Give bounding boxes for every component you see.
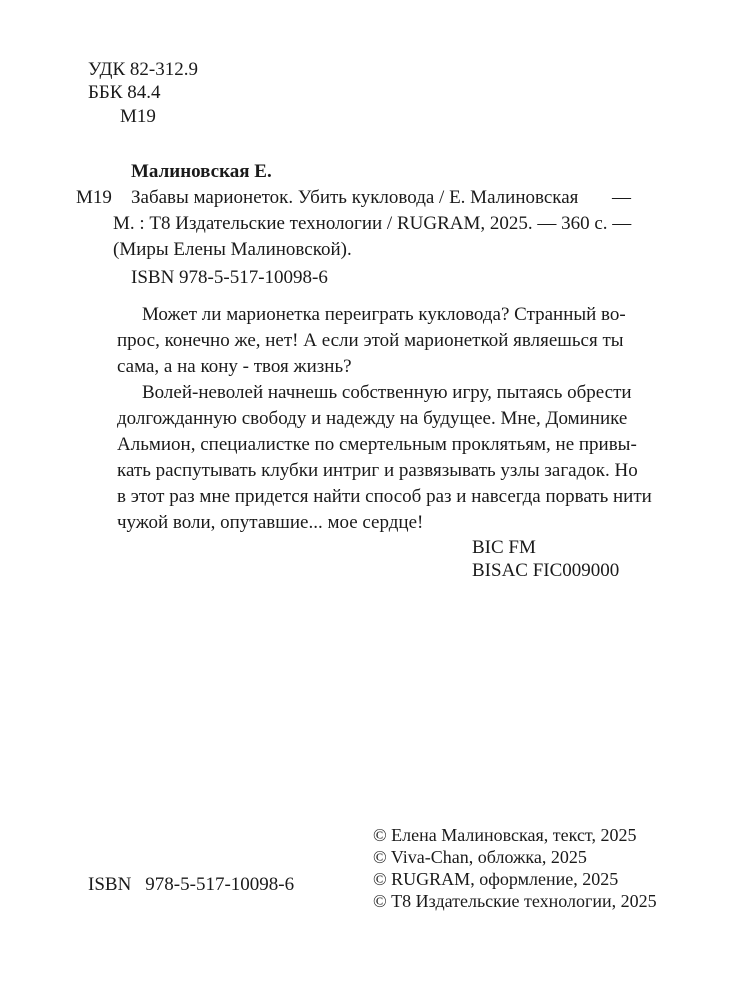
annotation-line: прос, конечно же, нет! А если этой марионеткой являешься ты — [117, 330, 624, 351]
copyright-line: © RUGRAM, оформление, 2025 — [373, 869, 619, 889]
cutter-number-side: М19 — [76, 187, 112, 208]
series-line: (Миры Елены Малиновской). — [113, 239, 352, 260]
title-dash: — — [612, 187, 631, 208]
isbn-record: ISBN 978-5-517-10098-6 — [131, 267, 328, 288]
author-name: Малиновская Е. — [131, 161, 272, 182]
udk-code: УДК 82-312.9 — [88, 59, 198, 80]
imprint-line: М. : Т8 Издательские технологии / RUGRAM, 2025. — 360 с. — — [113, 213, 632, 234]
annotation-line: долгожданную свободу и надежду на будущее. Мне, Доминике — [117, 408, 628, 429]
annotation-line: кать распутывать клубки интриг и развязывать узлы загадок. Но — [117, 460, 638, 481]
footer-isbn-number: 978-5-517-10098-6 — [145, 874, 295, 895]
copyright-block — [373, 824, 657, 912]
copyright-line: © Viva-Chan, обложка, 2025 — [373, 847, 587, 867]
copyright-line: © Елена Малиновская, текст, 2025 — [373, 825, 637, 845]
cutter-number-top: М19 — [120, 106, 156, 127]
annotation-line: в этот раз мне придется найти способ раз и навсегда порвать нити — [117, 486, 652, 507]
footer-isbn — [88, 872, 294, 898]
annotation-line: Может ли марионетка переиграть кукловода? Странный во- — [142, 304, 626, 325]
bbk-code: ББК 84.4 — [88, 82, 161, 103]
title-text: Забавы марионеток. Убить кукловода / Е. Малиновская — [131, 187, 579, 208]
bic-code: BIC FM — [472, 537, 536, 558]
footer-isbn-label: ISBN — [88, 874, 132, 895]
annotation-line: Альмион, специалистке по смертельным проклятьям, не привы- — [117, 434, 637, 455]
annotation — [117, 302, 652, 536]
annotation-line: Волей-неволей начнешь собственную игру, пытаясь обрести — [142, 382, 632, 403]
annotation-line: сама, а на кону - твоя жизнь? — [117, 356, 352, 377]
bibliographic-record — [113, 185, 632, 263]
title-line — [131, 185, 631, 211]
annotation-line: чужой воли, опутавшие... мое сердце! — [117, 512, 424, 533]
bisac-code: BISAC FIC009000 — [472, 560, 620, 581]
copyright-line: © Т8 Издательские технологии, 2025 — [373, 891, 657, 911]
